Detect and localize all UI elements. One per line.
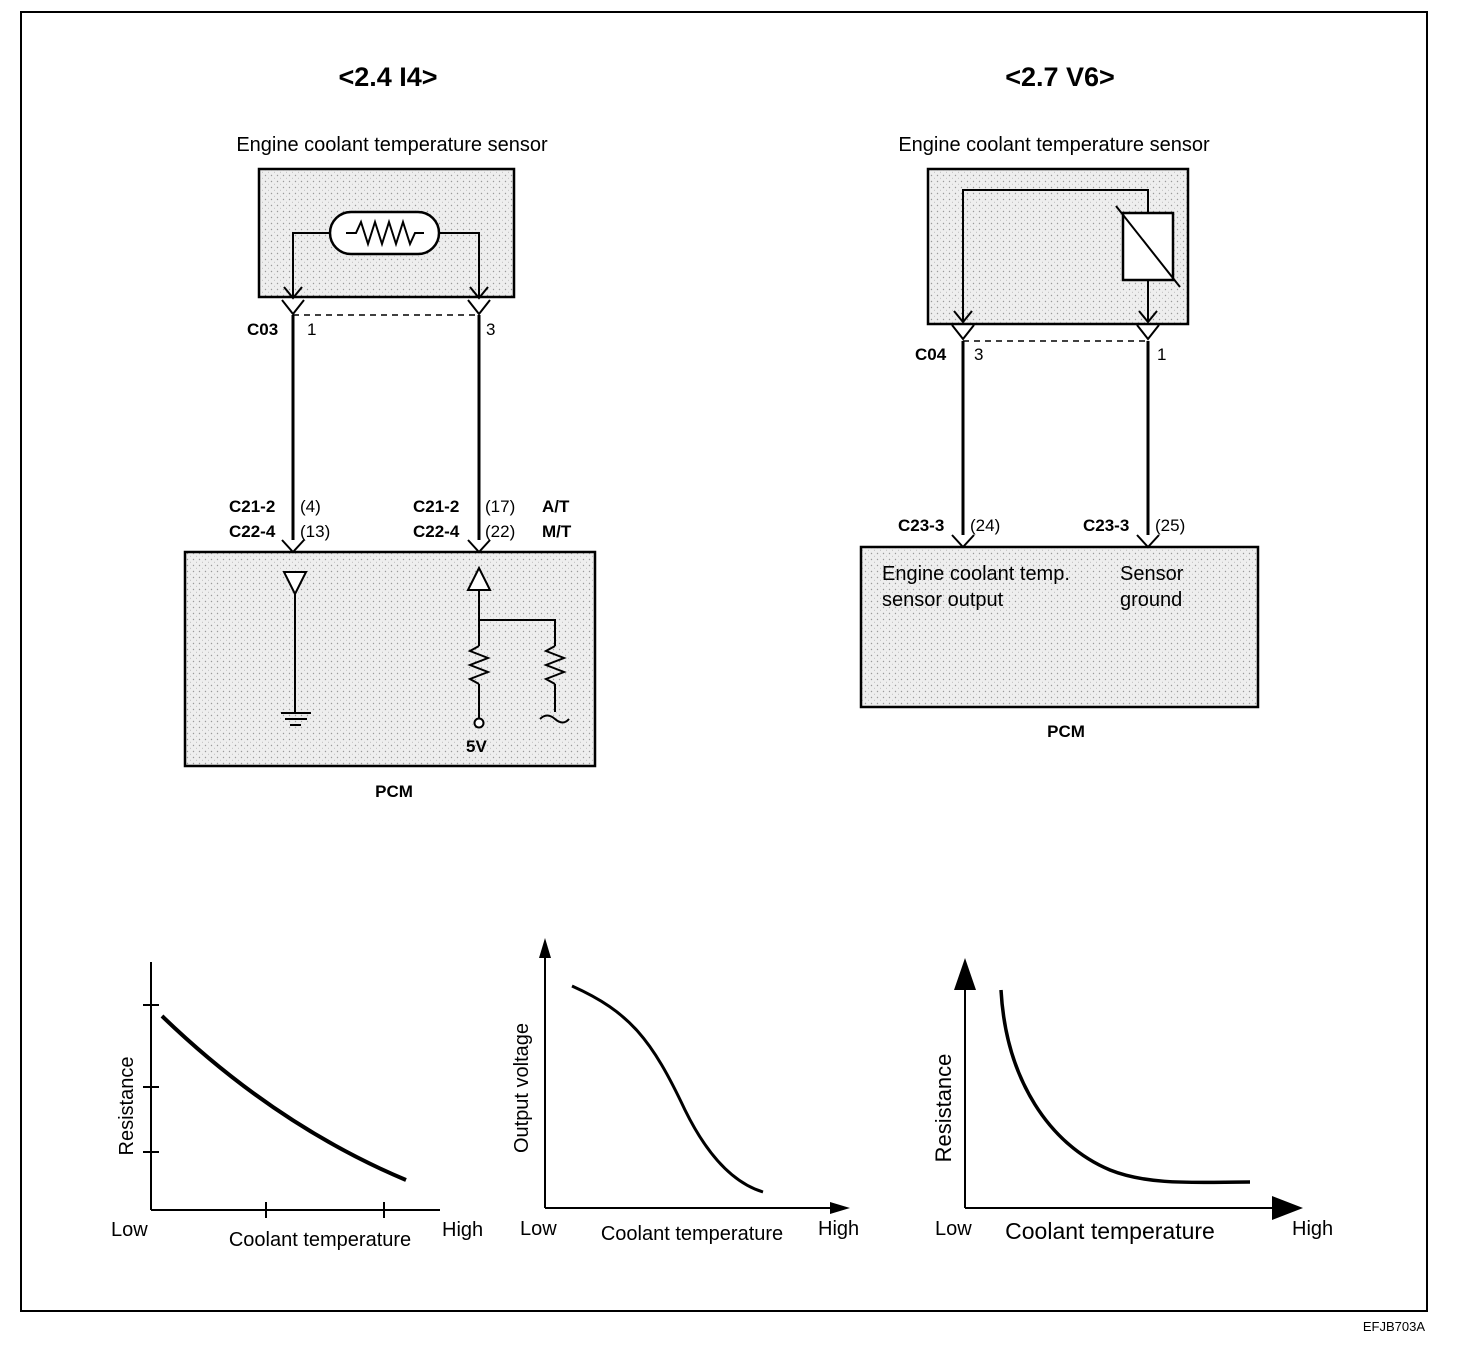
graph2-x-low: Low: [520, 1218, 557, 1240]
resistance-curve-2: [1001, 990, 1250, 1182]
graph3-xlabel: Coolant temperature: [1005, 1218, 1215, 1244]
right-pcm-pin-a: (24): [970, 516, 1001, 535]
pcm-ground-text-1: Sensor: [1120, 563, 1184, 585]
graph2-y-arrow: [539, 938, 551, 958]
left-pcm-conn-b1: C21-2: [413, 497, 460, 516]
right-sensor-label: Engine coolant temperature sensor: [898, 134, 1210, 156]
graph2-xlabel: Coolant temperature: [600, 1223, 784, 1245]
left-pcm-conn-b2: C22-4: [413, 522, 460, 541]
right-pcm-conn-b: C23-3: [1083, 516, 1130, 535]
left-pcm-conn-a2: C22-4: [229, 522, 276, 541]
graph2-x-arrow: [830, 1202, 850, 1214]
graph1-x-high: High: [442, 1219, 484, 1241]
figure-id: EFJB703A: [1362, 1319, 1425, 1334]
left-pcm-conn-a1: C21-2: [229, 497, 276, 516]
graph2-x-high: High: [818, 1218, 860, 1240]
left-title: <2.4 I4>: [338, 62, 438, 92]
voltage-label: 5V: [466, 737, 487, 756]
graph-resistance-2: [931, 958, 1333, 1244]
pcm-ground-text-2: ground: [1120, 589, 1183, 611]
output-voltage-curve: [572, 986, 763, 1192]
left-wiring-diagram: [185, 62, 595, 801]
right-pin-3: 3: [974, 345, 984, 364]
right-pin-1: 1: [1157, 345, 1167, 364]
trans-at-label: A/T: [542, 497, 570, 516]
connector-c03: [282, 300, 490, 315]
graph3-x-arrow: [1272, 1196, 1303, 1220]
graph1-ylabel: Resistance: [116, 1056, 138, 1156]
graph3-y-arrow: [954, 958, 976, 990]
connector-c04: [952, 325, 1159, 341]
graph1-x-low: Low: [111, 1219, 148, 1241]
right-title: <2.7 V6>: [1005, 62, 1115, 92]
graph3-x-high: High: [1292, 1218, 1334, 1240]
graph-output-voltage: [511, 938, 859, 1245]
connector-c03-label: C03: [247, 320, 279, 339]
graph2-ylabel: Output voltage: [511, 1022, 533, 1154]
left-pcm-label: PCM: [375, 782, 413, 801]
resistance-curve-1: [162, 1016, 406, 1180]
right-pcm-label: PCM: [1047, 722, 1085, 741]
trans-mt-label: M/T: [542, 522, 572, 541]
left-pcm-pin-b2: (22): [485, 522, 516, 541]
graph-resistance-1: [111, 962, 483, 1251]
graph3-x-low: Low: [935, 1218, 972, 1240]
right-pcm-conn-a: C23-3: [898, 516, 945, 535]
left-pcm-box: [185, 552, 595, 766]
left-sensor-label: Engine coolant temperature sensor: [236, 134, 548, 156]
graph3-ylabel: Resistance: [931, 1053, 956, 1163]
left-pcm-pin-a1: (4): [300, 497, 321, 516]
connector-c04-label: C04: [915, 345, 947, 364]
left-pin-1: 1: [307, 320, 317, 339]
left-pcm-pin-a2: (13): [300, 522, 331, 541]
pcm-output-text-2: sensor output: [882, 589, 1004, 611]
left-pcm-pin-b1: (17): [485, 497, 516, 516]
right-wiring-diagram: [861, 62, 1258, 741]
left-pin-3: 3: [486, 320, 496, 339]
graph1-xlabel: Coolant temperature: [228, 1229, 412, 1251]
right-pcm-pin-b: (25): [1155, 516, 1186, 535]
pcm-output-text-1: Engine coolant temp.: [882, 563, 1070, 585]
